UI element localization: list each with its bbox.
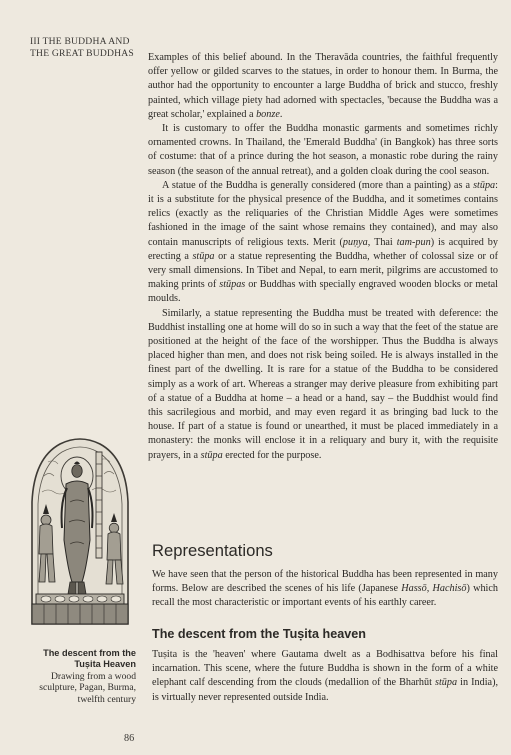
figure-caption	[20, 648, 136, 705]
text-run: erected for the purpose.	[222, 449, 322, 461]
caption-title-line2: Tuṣita Heaven	[74, 659, 136, 670]
text-run: Tuṣita is the 'heaven' where Gautama dwelt as a Bodhisattva before his final incarnation. This scene, where the future Buddha is shown in the form of a white elephant calf descending from the clouds (medallion of the Bharhūt	[152, 649, 498, 689]
italic-term: Hassō, Hachisō	[401, 583, 467, 595]
subsection-heading-tusita: The descent from the Tuṣita heaven	[152, 627, 366, 641]
italic-term: stūpa	[192, 250, 215, 262]
text-run: .	[279, 108, 283, 120]
text-run: Examples of this belief abound. In the Theravāda countries, the faithful frequently offer yellow or gilded scarves to the statues, in order to honour them. In Burma, the author had the opportunity to encounter a large Buddha of brick and stucco, freshly painted, which village piety had adorned with spectacles, 'because the Buddha was a great scholar,' explained a	[148, 52, 498, 120]
italic-term: stūpa	[200, 449, 223, 461]
running-header-line2: THE GREAT BUDDHAS	[30, 48, 134, 59]
text-run: : it is a substitute for the physical presence of the Buddha, and it sometimes contains relics (exactly as the reliquaries of the Christian Middle Ages were sometimes fashioned in the image of the saint whose remains they contained), and may also contain manuscripts of religious texts. Merit (	[148, 179, 498, 248]
page-number: 86	[124, 733, 135, 744]
paragraph-statue-stupa	[148, 179, 498, 307]
italic-term: stūpa	[435, 677, 458, 689]
paragraph-tusita	[152, 648, 498, 705]
text-run: ) is acquired by erecting a	[148, 236, 498, 262]
running-header	[30, 36, 134, 60]
running-header-line1: III THE BUDDHA AND	[30, 36, 130, 47]
caption-line3: twelfth century	[77, 693, 136, 705]
text-run: Similarly, a statue representing the Buddha must be treated with deference: the Buddhist installing one at home will do so in such a way that the feet of the statue are positioned at the height of the face of the worshipper. Thus the Buddha is always placed higher than men, and does not risk being soiled. He is always installed in the finest part of the dwelling. It is rare for a statue of the Buddha to be considered simply as a work of art. Whereas a stranger may derive pleasure from exhibiting part of a statue of a Buddha at home – a head or a hand, say – the Buddhist would find this sacrilegious and morbid, and may even regard it as bringing bad luck to the house. If part of a statue is found or unearthed, it must be placed immediately in a monastery: the monks will enclose it in a reliquary and bury it, with the requisite prayers, in a	[148, 307, 498, 461]
text-run: ) which recall the most characteristic or important events of his earthly career.	[152, 583, 499, 609]
italic-term: puṇya	[342, 236, 368, 248]
paragraph-representations	[152, 568, 498, 611]
text-run: or Buddhas with specially engraved wooden blocks or metal moulds.	[148, 279, 498, 305]
caption-line2: sculpture, Pagan, Burma,	[39, 682, 136, 694]
text-run: We have seen that the person of the historical Buddha has been represented in many forms. Below are described the scenes of his life (Japanese	[152, 569, 498, 595]
caption-line1: Drawing from a wood	[51, 670, 136, 682]
section-heading-representations: Representations	[152, 541, 273, 560]
text-run: , Thai	[367, 236, 397, 248]
italic-term: tam-pun	[396, 236, 431, 248]
main-text-column	[148, 51, 498, 463]
text-run: A statue of the Buddha is generally considered (more than a painting) as a	[162, 179, 474, 191]
paragraph-deference	[148, 307, 498, 463]
italic-term: stūpas	[219, 279, 246, 291]
paragraph-garments: It is customary to offer the Buddha monastic garments and sometimes richly ornamented crowns. In Thailand, the 'Emerald Buddha' (in Bangkok) has three sorts of costume: that of a prince during the hot season, a monastic robe during the rainy season (the season of the annual retreat), and a golden cloak during the cool season.	[148, 123, 498, 177]
caption-title-line1: The descent from the	[43, 648, 136, 658]
sculpture-drawing	[22, 432, 136, 628]
text-run: in India), is virtually never represented outside India.	[152, 677, 499, 703]
italic-term: stūpa	[473, 179, 496, 191]
paragraph-examples	[148, 51, 498, 122]
text-run: or a statue representing the Buddha, whether of colossal size or of very small dimensions. In Tibet and Nepal, to earn merit, pilgrims are accustomed to making prints of	[148, 250, 498, 291]
italic-term: bonze	[256, 108, 280, 120]
